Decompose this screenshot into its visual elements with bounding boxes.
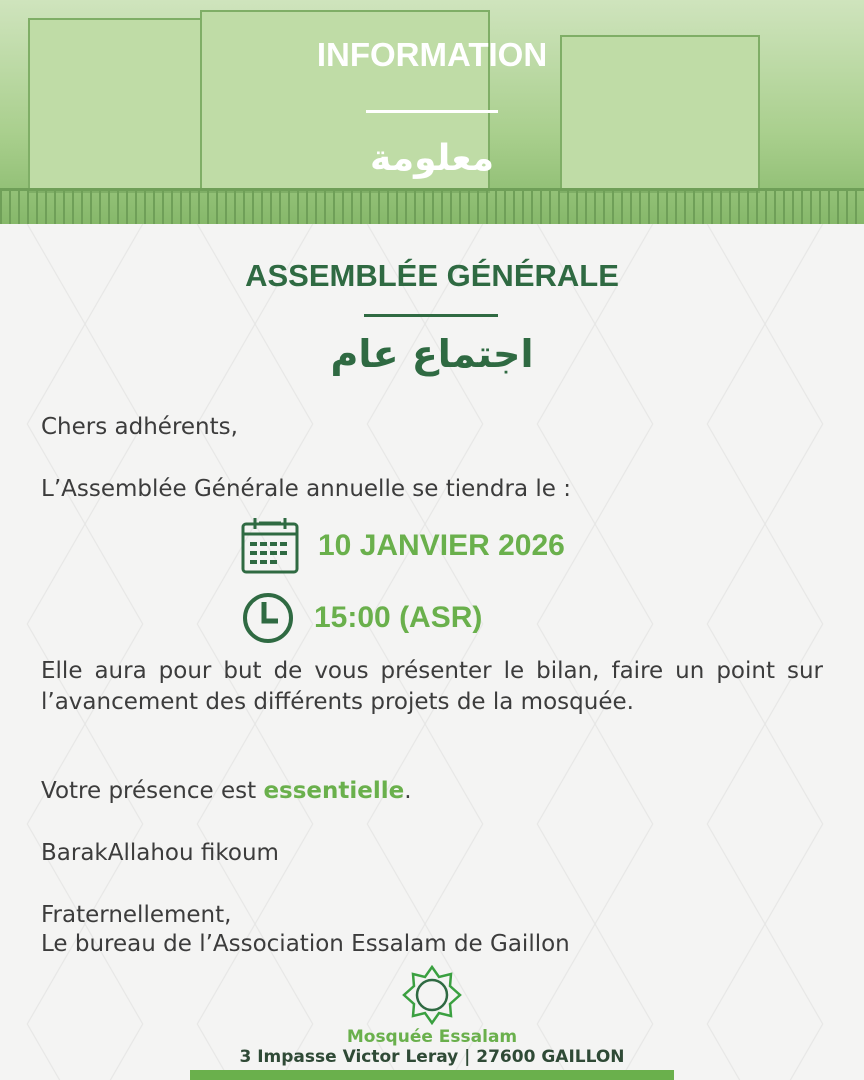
closing: Fraternellement, xyxy=(41,902,232,928)
blessing: BarakAllahou fikoum xyxy=(41,840,279,866)
event-date xyxy=(240,516,565,576)
mosque-logo xyxy=(402,965,462,1025)
purpose-text: Elle aura pour but de vous présenter le bilan, faire un point sur l’avancement des différents projets de la mosquée. xyxy=(41,658,823,715)
presence-text xyxy=(41,776,823,807)
event-date-text: 10 JANVIER 2026 xyxy=(318,529,565,562)
calendar-icon xyxy=(240,516,300,576)
event-time-text: 15:00 (ASR) xyxy=(314,601,483,634)
divider xyxy=(366,110,498,113)
footer-bar xyxy=(190,1070,674,1080)
presence-prefix: Votre présence est xyxy=(41,778,264,804)
notice-title-arabic: اجتماع عام xyxy=(330,332,534,376)
header-title: INFORMATION xyxy=(316,36,548,73)
divider xyxy=(364,314,498,317)
notice-title: ASSEMBLÉE GÉNÉRALE xyxy=(245,258,619,293)
header-banner xyxy=(0,0,864,224)
clock-icon xyxy=(240,590,296,646)
event-time xyxy=(240,590,482,646)
footer-address: 3 Impasse Victor Leray | 27600 GAILLON xyxy=(239,1047,625,1067)
header-title-arabic: معلومة xyxy=(370,138,494,179)
greeting: Chers adhérents, xyxy=(41,414,238,440)
intro-text: L’Assemblée Générale annuelle se tiendra le : xyxy=(41,476,571,502)
presence-suffix: . xyxy=(404,778,412,804)
presence-highlight: essentielle xyxy=(263,778,405,804)
footer-name: Mosquée Essalam xyxy=(346,1027,518,1047)
signature: Le bureau de l’Association Essalam de Gaillon xyxy=(41,931,570,957)
